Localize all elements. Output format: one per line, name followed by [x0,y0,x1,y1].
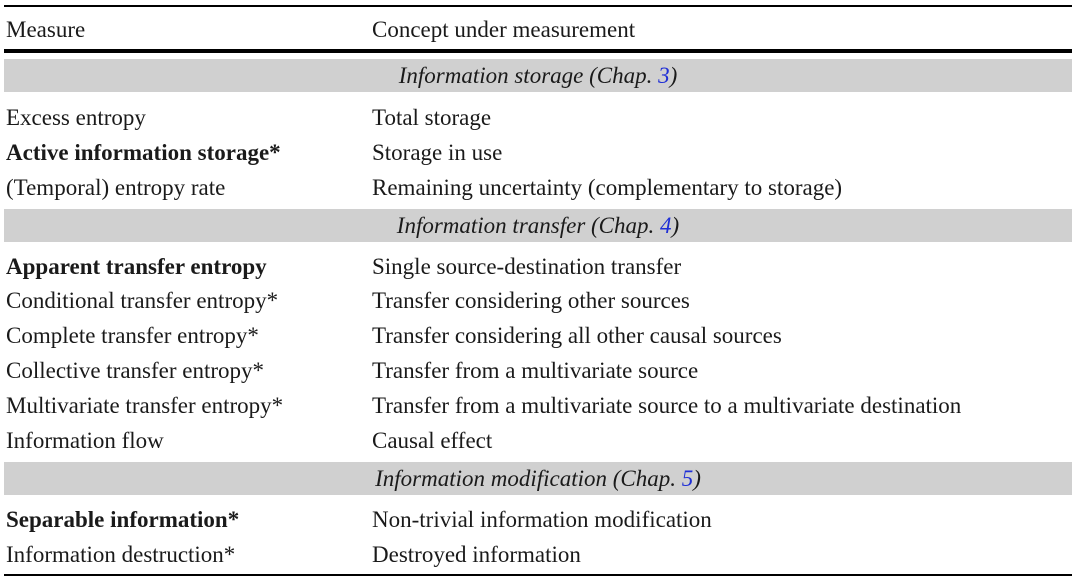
table-row [4,389,1072,423]
header-rule [4,49,1072,53]
measure-cell: Information flow [6,428,164,453]
section-close: ) [693,466,701,491]
concept-cell: Transfer considering other sources [372,288,690,313]
top-rule [4,5,1072,7]
concept-cell: Transfer considering all other causal sources [372,323,782,348]
section-close: ) [669,63,678,88]
table-row [4,354,1072,388]
header-measure: Measure [6,17,86,42]
chapter-link[interactable]: 3 [658,63,670,88]
measure-cell: Excess entropy [6,105,146,130]
section-information-modification [4,462,1072,495]
concept-cell: Total storage [372,105,492,130]
concept-cell: Causal effect [372,428,493,453]
section-title: Information transfer (Chap. [396,213,655,238]
measure-cell: Separable information* [6,507,240,532]
table-row [4,171,1072,205]
table-row [4,250,1072,284]
table-row [4,101,1072,135]
concept-cell: Destroyed information [372,542,581,567]
table-row [4,136,1072,170]
measure-cell: Collective transfer entropy* [6,358,265,383]
measure-cell: Complete transfer entropy* [6,323,259,348]
measure-cell: Active information storage* [6,140,281,165]
chapter-link[interactable]: 4 [660,213,672,238]
measure-cell: Apparent transfer entropy [6,254,267,279]
bottom-rule [4,574,1072,576]
concept-cell: Transfer from a multivariate source [372,358,699,383]
section-title: Information modification (Chap. [375,466,676,491]
section-information-transfer [4,209,1072,242]
table-row [4,424,1072,458]
concept-cell: Transfer from a multivariate source to a multivariate destination [372,393,962,418]
table-row [4,319,1072,353]
header-concept: Concept under measurement [372,17,636,42]
measure-cell: Multivariate transfer entropy* [6,393,284,418]
section-close: ) [671,213,680,238]
chapter-link[interactable]: 5 [681,466,694,491]
concept-cell: Single source-destination transfer [372,254,682,279]
concept-cell: Remaining uncertainty (complementary to storage) [372,175,843,200]
section-information-storage [4,59,1072,92]
concept-cell: Non-trivial information modification [372,507,712,532]
measure-cell: (Temporal) entropy rate [6,175,226,200]
table-row [4,284,1072,318]
section-title: Information storage (Chap. [398,63,653,88]
table-header [4,14,1072,46]
table-row [4,503,1072,537]
concept-cell: Storage in use [372,140,503,165]
measure-cell: Conditional transfer entropy* [6,288,279,313]
table-row [4,538,1072,572]
measure-cell: Information destruction* [6,542,236,567]
